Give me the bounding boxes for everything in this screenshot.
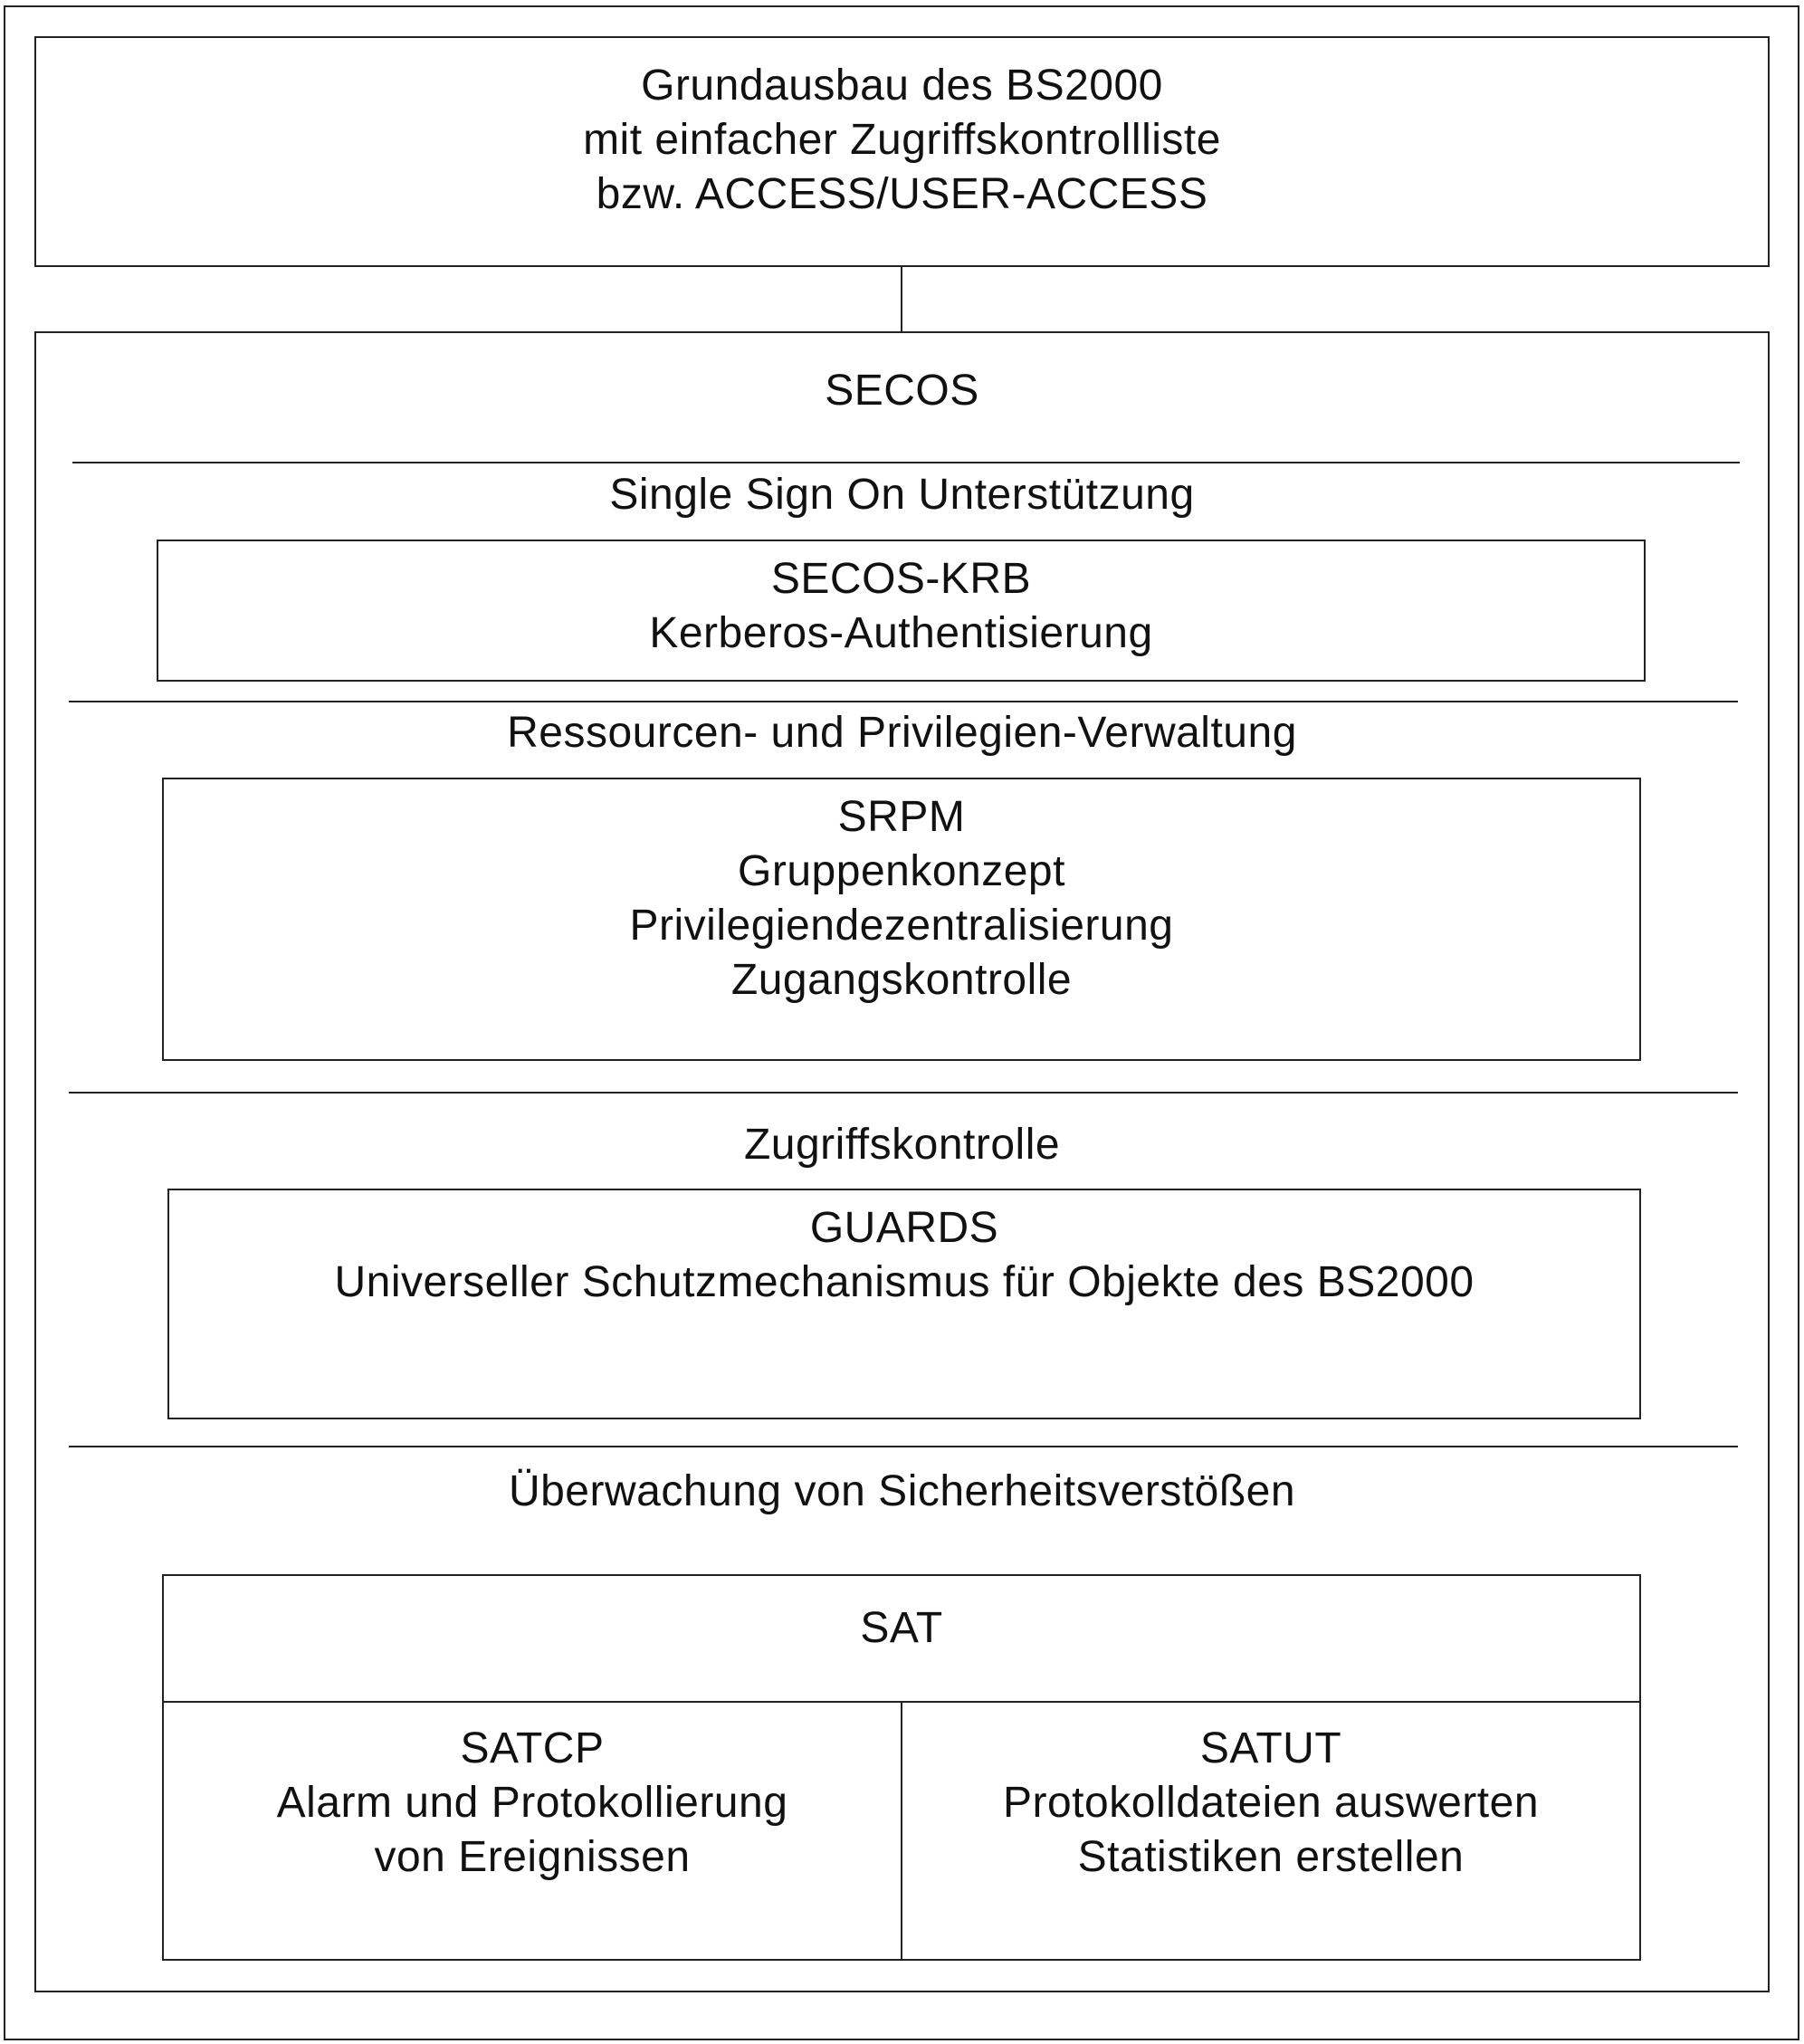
sat-divider — [69, 1446, 1738, 1447]
srpm-divider — [69, 701, 1738, 702]
satut-line3: Statistiken erstellen — [1077, 1833, 1465, 1881]
guards-divider — [69, 1092, 1738, 1094]
srpm-box — [162, 778, 1641, 1061]
guards-heading: Zugriffskontrolle — [743, 1121, 1061, 1169]
connector-line — [901, 267, 902, 332]
sat-title: SAT — [860, 1604, 943, 1652]
srpm-heading: Ressourcen- und Privilegien-Verwaltung — [507, 709, 1297, 757]
base-system-line2: mit einfacher Zugriffskontrollliste — [583, 116, 1221, 164]
sso-heading: Single Sign On Unterstützung — [609, 471, 1195, 519]
srpm-line-access-control: Zugangskontrolle — [730, 956, 1073, 1004]
base-system-line3: bzw. ACCESS/USER-ACCESS — [596, 170, 1208, 218]
guards-description: Universeller Schutzmechanismus für Objekte des BS2000 — [334, 1258, 1475, 1306]
secos-krb-title: SECOS-KRB — [770, 555, 1032, 603]
satcp-title: SATCP — [460, 1724, 605, 1772]
srpm-line-privilege-decentralization: Privilegiendezentralisierung — [629, 902, 1174, 950]
srpm-title: SRPM — [837, 793, 966, 841]
satut-title: SATUT — [1199, 1724, 1342, 1772]
guards-title: GUARDS — [809, 1204, 999, 1252]
sso-divider — [72, 462, 1740, 463]
satut-line2: Protokolldateien auswerten — [1002, 1779, 1540, 1827]
secos-title: SECOS — [825, 367, 979, 415]
satcp-line2: Alarm und Protokollierung — [276, 1779, 788, 1827]
secos-krb-box — [157, 540, 1646, 682]
sat-heading: Überwachung von Sicherheitsverstößen — [508, 1467, 1296, 1515]
secos-krb-description: Kerberos-Authentisierung — [649, 609, 1153, 657]
base-system-line1: Grundausbau des BS2000 — [641, 62, 1163, 110]
guards-box — [167, 1189, 1641, 1419]
satcp-line3: von Ereignissen — [374, 1833, 691, 1881]
base-system-box — [34, 36, 1770, 267]
srpm-line-group-concept: Gruppenkonzept — [738, 847, 1065, 895]
